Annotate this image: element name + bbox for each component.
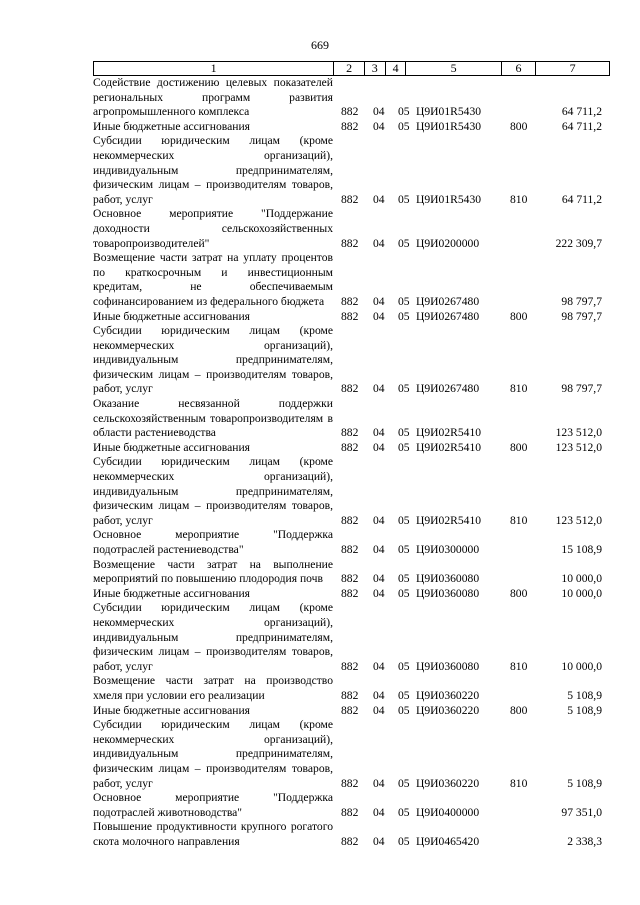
subsection-code: 05 <box>398 572 410 586</box>
ministry-code: 882 <box>341 805 359 819</box>
row-description: Иные бюджетные ассигнования <box>93 440 250 454</box>
section-code: 04 <box>373 834 385 848</box>
target-article-code: Ц9И02R5410 <box>416 513 482 527</box>
ministry-code: 882 <box>341 834 359 848</box>
row-description: Субсидии юридическим лицам (кроме некоммерческих организаций), индивидуальным предпринимателям, физическим лицам – производителям товаров, работ, услуг <box>93 718 333 790</box>
subsection-code: 05 <box>398 382 410 396</box>
expense-type-code: 810 <box>510 513 528 527</box>
table-row <box>93 455 610 528</box>
row-description: Основное мероприятие "Поддержание доходности сельскохозяйственных товаропроизводителей" <box>93 207 333 250</box>
expense-type-code: 810 <box>510 382 528 396</box>
section-code: 04 <box>373 659 385 673</box>
target-article-code: Ц9И0400000 <box>416 805 480 819</box>
ministry-code: 882 <box>341 294 359 308</box>
subsection-code: 05 <box>398 309 410 323</box>
ministry-code: 882 <box>341 105 359 119</box>
subsection-code: 05 <box>398 586 410 600</box>
amount: 64 711,2 <box>561 105 602 119</box>
target-article-code: Ц9И0200000 <box>416 236 480 250</box>
section-code: 04 <box>373 703 385 717</box>
expense-type-code: 800 <box>510 309 528 323</box>
column-header-row <box>94 62 610 76</box>
ministry-code: 882 <box>341 688 359 702</box>
amount: 98 797,7 <box>561 382 602 396</box>
subsection-code: 05 <box>398 192 410 206</box>
target-article-code: Ц9И0360220 <box>416 688 480 702</box>
subsection-code: 05 <box>398 659 410 673</box>
row-description: Субсидии юридическим лицам (кроме некоммерческих организаций), индивидуальным предпринимателям, физическим лицам – производителям товаров, работ, услуг <box>93 601 333 673</box>
table-row <box>93 587 610 602</box>
row-description: Иные бюджетные ассигнования <box>93 703 250 717</box>
table-row <box>93 324 610 397</box>
section-code: 04 <box>373 105 385 119</box>
amount: 98 797,7 <box>561 294 602 308</box>
section-code: 04 <box>373 309 385 323</box>
section-code: 04 <box>373 688 385 702</box>
ministry-code: 882 <box>341 192 359 206</box>
target-article-code: Ц9И0360220 <box>416 776 480 790</box>
ministry-code: 882 <box>341 513 359 527</box>
expense-type-code: 810 <box>510 776 528 790</box>
table-row <box>93 704 610 719</box>
column-header: 5 <box>406 62 501 76</box>
expense-type-code: 800 <box>510 440 528 454</box>
section-code: 04 <box>373 236 385 250</box>
table-row <box>93 601 610 674</box>
row-description: Иные бюджетные ассигнования <box>93 586 250 600</box>
column-header: 4 <box>385 62 406 76</box>
row-description: Основное мероприятие "Поддержка подотраслей растениеводства" <box>93 528 333 556</box>
target-article-code: Ц9И02R5410 <box>416 440 482 454</box>
ministry-code: 882 <box>341 236 359 250</box>
column-header: 2 <box>334 62 365 76</box>
ministry-code: 882 <box>341 776 359 790</box>
target-article-code: Ц9И0360080 <box>416 659 480 673</box>
table-row <box>93 718 610 791</box>
section-code: 04 <box>373 586 385 600</box>
expense-type-code: 800 <box>510 703 528 717</box>
ministry-code: 882 <box>341 382 359 396</box>
row-description: Содействие достижению целевых показателей региональных программ развития агропромышленного комплекса <box>93 76 333 119</box>
subsection-code: 05 <box>398 543 410 556</box>
subsection-code: 05 <box>398 776 410 790</box>
table-row <box>93 820 610 849</box>
row-description: Повышение продуктивности крупного рогатого скота молочного направления <box>93 820 333 848</box>
amount: 10 000,0 <box>561 586 602 600</box>
amount: 2 338,3 <box>567 834 602 848</box>
ministry-code: 882 <box>341 572 359 586</box>
amount: 123 512,0 <box>555 426 602 440</box>
amount: 10 000,0 <box>561 572 602 586</box>
row-description: Возмещение части затрат на производство хмеля при условии его реализации <box>93 674 333 702</box>
column-header: 1 <box>94 62 334 76</box>
section-code: 04 <box>373 426 385 440</box>
ministry-code: 882 <box>341 543 359 556</box>
section-code: 04 <box>373 543 385 556</box>
table-row <box>93 528 610 557</box>
target-article-code: Ц9И0267480 <box>416 294 480 308</box>
section-code: 04 <box>373 192 385 206</box>
ministry-code: 882 <box>341 440 359 454</box>
page-number: 669 <box>311 38 329 52</box>
section-code: 04 <box>373 119 385 133</box>
subsection-code: 05 <box>398 105 410 119</box>
table-row <box>93 207 610 251</box>
amount: 123 512,0 <box>555 513 602 527</box>
table-row <box>93 310 610 325</box>
subsection-code: 05 <box>398 703 410 717</box>
target-article-code: Ц9И0300000 <box>416 543 480 556</box>
target-article-code: Ц9И0267480 <box>416 382 480 396</box>
ministry-code: 882 <box>341 309 359 323</box>
amount: 97 351,0 <box>561 805 602 819</box>
table-row <box>93 251 610 309</box>
subsection-code: 05 <box>398 805 410 819</box>
target-article-code: Ц9И0360080 <box>416 586 480 600</box>
subsection-code: 05 <box>398 294 410 308</box>
column-header-table <box>93 61 610 76</box>
target-article-code: Ц9И0360080 <box>416 572 480 586</box>
section-code: 04 <box>373 513 385 527</box>
subsection-code: 05 <box>398 236 410 250</box>
row-description: Возмещение части затрат на выполнение мероприятий по повышению плодородия почв <box>93 557 333 586</box>
target-article-code: Ц9И01R5430 <box>416 119 482 133</box>
target-article-code: Ц9И0360220 <box>416 703 480 717</box>
amount: 64 711,2 <box>561 192 602 206</box>
amount: 15 108,9 <box>561 543 602 556</box>
target-article-code: Ц9И0267480 <box>416 309 480 323</box>
ministry-code: 882 <box>341 119 359 133</box>
subsection-code: 05 <box>398 688 410 702</box>
subsection-code: 05 <box>398 513 410 527</box>
table-row <box>93 674 610 703</box>
section-code: 04 <box>373 382 385 396</box>
row-description: Иные бюджетные ассигнования <box>93 309 250 323</box>
row-description: Возмещение части затрат на уплату процентов по краткосрочным и инвестиционным кредитам, не обеспечиваемым софинансированием из федерального бюджета <box>93 251 333 308</box>
subsection-code: 05 <box>398 834 410 848</box>
column-header: 3 <box>364 62 385 76</box>
row-description: Субсидии юридическим лицам (кроме некоммерческих организаций), индивидуальным предпринимателям, физическим лицам – производителям товаров, работ, услуг <box>93 324 333 396</box>
ministry-code: 882 <box>341 659 359 673</box>
ministry-code: 882 <box>341 586 359 600</box>
budget-table-body <box>93 76 610 849</box>
section-code: 04 <box>373 805 385 819</box>
column-header: 6 <box>501 62 536 76</box>
amount: 5 108,9 <box>567 688 602 702</box>
amount: 10 000,0 <box>561 659 602 673</box>
row-description: Оказание несвязанной поддержки сельскохозяйственным товаропроизводителям в области растениеводства <box>93 397 333 440</box>
row-description: Субсидии юридическим лицам (кроме некоммерческих организаций), индивидуальным предпринимателям, физическим лицам – производителям товаров, работ, услуг <box>93 134 333 206</box>
expense-type-code: 800 <box>510 119 528 133</box>
table-row <box>93 120 610 135</box>
amount: 5 108,9 <box>567 776 602 790</box>
amount: 64 711,2 <box>561 119 602 133</box>
amount: 222 309,7 <box>555 236 602 250</box>
table-row <box>93 791 610 820</box>
target-article-code: Ц9И01R5430 <box>416 105 482 119</box>
row-description: Субсидии юридическим лицам (кроме некоммерческих организаций), индивидуальным предпринимателям, физическим лицам – производителям товаров, работ, услуг <box>93 455 333 527</box>
table-row <box>93 558 610 587</box>
column-header: 7 <box>536 62 610 76</box>
amount: 98 797,7 <box>561 309 602 323</box>
subsection-code: 05 <box>398 440 410 454</box>
subsection-code: 05 <box>398 119 410 133</box>
amount: 5 108,9 <box>567 703 602 717</box>
subsection-code: 05 <box>398 426 410 440</box>
row-description: Основное мероприятие "Поддержка подотраслей животноводства" <box>93 791 333 819</box>
expense-type-code: 810 <box>510 192 528 206</box>
table-row <box>93 441 610 456</box>
target-article-code: Ц9И0465420 <box>416 834 480 848</box>
table-row <box>93 397 610 441</box>
ministry-code: 882 <box>341 426 359 440</box>
target-article-code: Ц9И02R5410 <box>416 426 482 440</box>
target-article-code: Ц9И01R5430 <box>416 192 482 206</box>
expense-type-code: 800 <box>510 586 528 600</box>
section-code: 04 <box>373 440 385 454</box>
section-code: 04 <box>373 572 385 586</box>
ministry-code: 882 <box>341 703 359 717</box>
amount: 123 512,0 <box>555 440 602 454</box>
section-code: 04 <box>373 294 385 308</box>
section-code: 04 <box>373 776 385 790</box>
table-row <box>93 76 610 120</box>
row-description: Иные бюджетные ассигнования <box>93 119 250 133</box>
expense-type-code: 810 <box>510 659 528 673</box>
table-row <box>93 134 610 207</box>
